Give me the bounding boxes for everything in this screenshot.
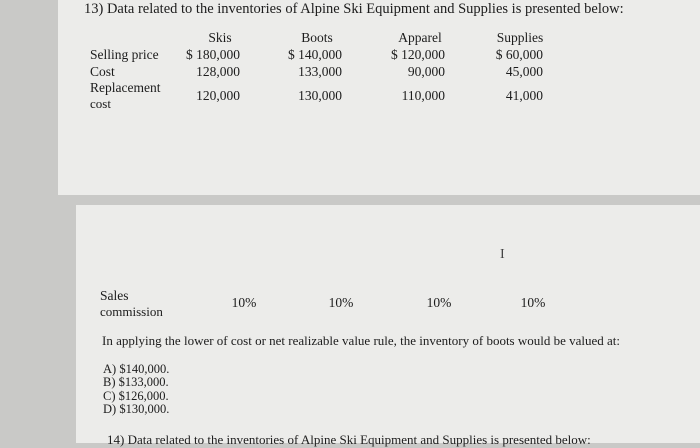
header-supplies: Supplies: [496, 30, 544, 45]
question-13-title: 13) Data related to the inventories of Alpine Ski Equipment and Supplies is presented below:: [84, 1, 624, 17]
header-apparel: Apparel: [398, 30, 442, 45]
cell-cost-supplies: 45,000: [505, 64, 543, 79]
option-b: B) $133,000.: [103, 375, 169, 389]
question-14-title: 14) Data related to the inventories of Alpine Ski Equipment and Supplies is presented below:: [107, 432, 591, 447]
cell-replacement-supplies: 41,000: [505, 88, 543, 103]
cell-commission-supplies: 10%: [520, 295, 546, 310]
header-skis: Skis: [208, 30, 232, 45]
option-c: C) $126,000.: [103, 389, 169, 403]
cell-selling-price-apparel: $ 120,000: [391, 47, 445, 62]
text-cursor-icon: I: [500, 247, 505, 262]
row-label-sales-commission: commission: [100, 304, 163, 319]
option-d: D) $130,000.: [103, 402, 170, 416]
option-a: A) $140,000.: [103, 362, 170, 376]
cell-commission-apparel: 10%: [426, 295, 452, 310]
cell-selling-price-boots: $ 140,000: [288, 47, 342, 62]
row-label-cost: Cost: [90, 64, 115, 79]
row-label-replacement: Replacement: [90, 80, 161, 95]
cell-replacement-apparel: 110,000: [401, 88, 445, 103]
question-prompt: In applying the lower of cost or net realizable value rule, the inventory of boots would be valued at:: [102, 333, 621, 348]
cell-replacement-skis: 120,000: [196, 88, 240, 103]
cell-commission-skis: 10%: [231, 295, 257, 310]
cell-cost-skis: 128,000: [196, 64, 240, 79]
header-boots: Boots: [301, 30, 333, 45]
cell-cost-boots: 133,000: [298, 64, 342, 79]
cell-replacement-boots: 130,000: [298, 88, 342, 103]
row-label-selling-price: Selling price: [90, 47, 159, 62]
cell-selling-price-skis: $ 180,000: [186, 47, 240, 62]
cell-selling-price-supplies: $ 60,000: [495, 47, 543, 62]
bottom-panel: [76, 205, 700, 443]
cell-cost-apparel: 90,000: [407, 64, 445, 79]
row-label-replacement-cost: cost: [90, 96, 111, 111]
row-label-sales: Sales: [100, 288, 129, 303]
cell-commission-boots: 10%: [328, 295, 354, 310]
